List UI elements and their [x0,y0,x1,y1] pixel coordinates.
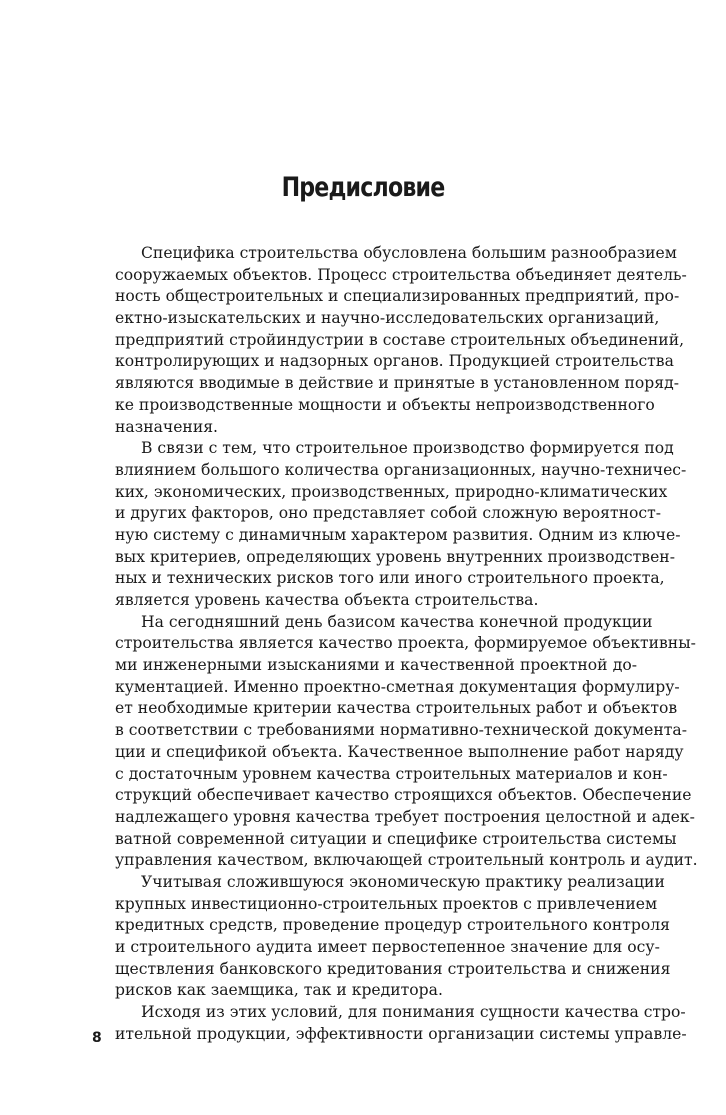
page-number: 8 [92,1030,102,1046]
text-line: сооружаемых объектов. Процесс строительства объединяет деятель- [115,265,687,284]
paragraph [115,243,687,438]
text-line: ектно-изыскательских и научно-исследовательских организаций, [115,309,660,328]
text-line: На сегодняшний день базисом качества конечной продукции [141,612,653,631]
text-line: Учитывая сложившуюся экономическую практику реализации [141,872,665,891]
text-line: ительной продукции, эффективности организации системы управле- [115,1024,687,1043]
text-line: влиянием большого количества организационных, научно-техничес- [115,460,687,479]
text-line: В связи с тем, что строительное производство формируется под [141,439,674,458]
text-line: предприятий стройиндустрии в составе строительных объединений, [115,330,685,349]
text-line: ватной современной ситуации и специфике строительства системы [115,829,677,848]
text-line: строительства является качество проекта, формируемое объективны- [115,634,696,653]
text-line: управления качеством, включающей строительный контроль и аудит. [115,851,698,870]
text-line: назначения. [115,417,219,436]
text-line: и других факторов, оно представляет собой сложную вероятност- [115,504,662,523]
text-line: надлежащего уровня качества требует построения целостной и адек- [115,807,695,826]
text-line: ет необходимые критерии качества строительных работ и объектов [115,699,678,718]
text-line: Исходя из этих условий, для понимания сущности качества стро- [141,1003,686,1022]
text-line: Специфика строительства обусловлена большим разнообразием [141,244,677,262]
paragraph [115,1002,687,1045]
text-line: является уровень качества объекта строительства. [115,591,539,609]
paragraph [115,438,687,612]
text-line: ных и технических рисков того или иного строительного проекта, [115,569,665,588]
text-line: ми инженерными изысканиями и качественной проектной до- [115,656,637,675]
text-line: являются вводимые в действие и принятые в установленном поряд- [115,374,680,393]
text-line: с достаточным уровнем качества строительных материалов и кон- [115,764,668,783]
text-line: ции и спецификой объекта. Качественное выполнение работ наряду [115,742,684,761]
text-line: ность общестроительных и специализированных предприятий, про- [115,287,680,306]
text-line: контролирующих и надзорных органов. Продукцией строительства [115,352,674,371]
text-line: рисков как заемщика, так и кредитора. [115,981,443,1000]
text-line: струкций обеспечивает качество строящихся объектов. Обеспечение [115,786,692,805]
text-line: кументацией. Именно проектно-сметная документация формулиру- [115,677,680,696]
text-line: ную систему с динамичным характером развития. Одним из ключе- [115,525,681,544]
text-line: ществления банковского кредитования строительства и снижения [115,959,671,978]
text-line: ких, экономических, производственных, природно-климатических [115,482,668,501]
text-line: крупных инвестиционно-строительных проектов с привлечением [115,894,658,913]
text-line: вых критериев, определяющих уровень внутренних производствен- [115,547,675,566]
paragraph [115,612,698,872]
page-title: Предисловие [281,172,445,203]
text-line: ке производственные мощности и объекты непроизводственного [115,395,655,414]
text-line: кредитных средств, проведение процедур строительного контроля [115,916,670,935]
text-line: и строительного аудита имеет первостепенное значение для осу- [115,938,660,956]
paragraph [115,872,671,1002]
body-text [115,243,698,1045]
text-line: в соответствии с требованиями нормативно-технической документа- [115,721,687,740]
